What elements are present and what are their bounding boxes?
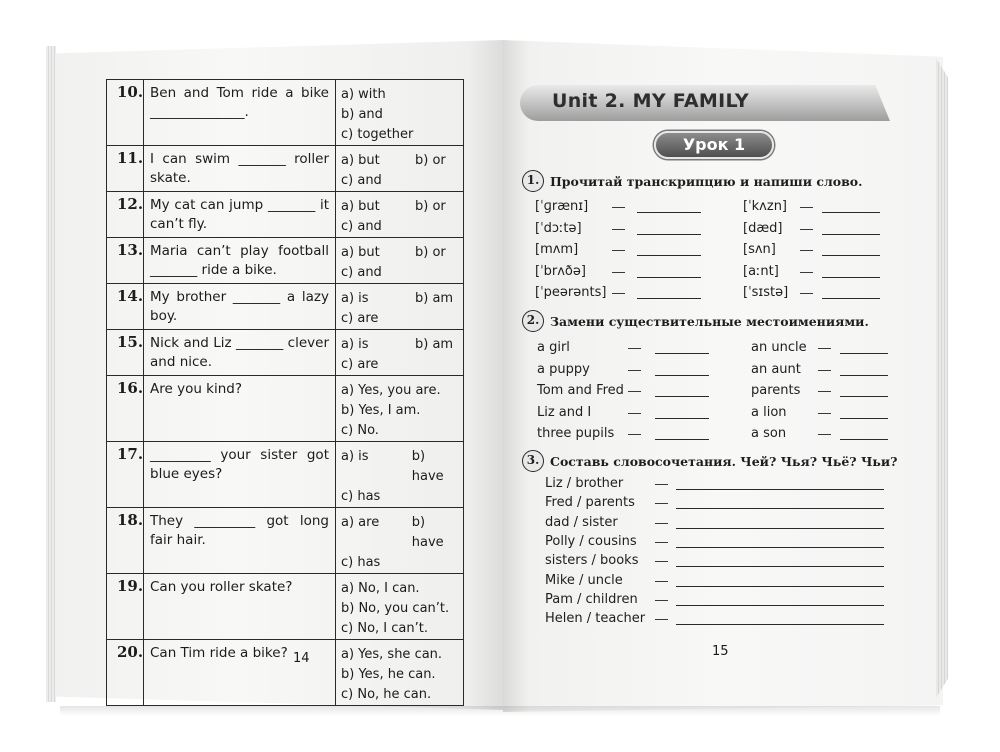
transcription: [mʌm] bbox=[535, 242, 579, 257]
answer-option: b) Yes, I am. bbox=[341, 403, 421, 418]
option-line bbox=[341, 105, 459, 125]
table-row bbox=[107, 80, 464, 146]
noun-phrase: parents bbox=[751, 383, 801, 398]
exercise-table-body bbox=[107, 80, 464, 706]
table-row bbox=[107, 330, 464, 376]
answer-option: a) but bbox=[341, 153, 380, 168]
exercise-number: 16. bbox=[107, 376, 144, 442]
noun-phrase: a puppy bbox=[537, 361, 590, 377]
dash: — bbox=[612, 199, 625, 214]
unit-title: Unit 2. MY FAMILY bbox=[552, 90, 749, 112]
exercise-options bbox=[336, 508, 464, 574]
dash: — bbox=[800, 242, 813, 257]
noun-phrase: a lion bbox=[751, 404, 787, 420]
exercise-options bbox=[336, 330, 464, 376]
exercise-table bbox=[106, 79, 464, 706]
dash: — bbox=[655, 591, 668, 607]
answer-option: b) and bbox=[341, 107, 383, 122]
option-line bbox=[341, 263, 459, 283]
exercise-question: My brother _______ a lazy boy. bbox=[144, 284, 336, 330]
answer-option: c) are bbox=[341, 311, 379, 326]
option-line bbox=[341, 171, 459, 191]
option-line bbox=[341, 125, 459, 145]
answer-option: a) are bbox=[341, 515, 380, 530]
option-line bbox=[341, 487, 459, 507]
task-1-instruction: Прочитай транскрипцию и напиши слово. bbox=[550, 173, 863, 189]
option-line bbox=[341, 335, 459, 355]
answer-blank-line[interactable] bbox=[655, 353, 709, 354]
answer-blank-line[interactable] bbox=[840, 439, 888, 440]
task-3-number: 3. bbox=[522, 450, 544, 472]
answer-option: a) is bbox=[341, 291, 369, 306]
dash: — bbox=[818, 426, 831, 441]
exercise-options bbox=[336, 376, 464, 442]
transcription: [ˈsɪstə] bbox=[743, 285, 789, 300]
dash: — bbox=[818, 404, 831, 420]
option-line bbox=[341, 553, 459, 573]
table-row bbox=[107, 508, 464, 574]
answer-option: b) or bbox=[415, 199, 446, 214]
dash: — bbox=[655, 572, 668, 588]
exercise-number: 13. bbox=[107, 238, 144, 284]
answer-option: c) No. bbox=[341, 423, 379, 438]
word-pair: dad / sister bbox=[545, 514, 618, 530]
answer-option: b) No, you can’t. bbox=[341, 601, 450, 616]
answer-option: a) is bbox=[341, 337, 369, 352]
answer-option: a) is bbox=[341, 449, 369, 464]
answer-blank-line[interactable] bbox=[655, 375, 709, 376]
table-row bbox=[107, 192, 464, 238]
exercise-question: Ben and Tom ride a bike ______________. bbox=[144, 80, 336, 146]
page-number-left: 14 bbox=[293, 651, 310, 666]
exercise-options bbox=[336, 284, 464, 330]
exercise-number: 15. bbox=[107, 330, 144, 376]
exercise-number: 14. bbox=[107, 284, 144, 330]
task-3-instruction: Составь словосочетания. Чей? Чья? Чьё? Чьи? bbox=[550, 453, 898, 469]
exercise-number: 19. bbox=[107, 574, 144, 640]
dash: — bbox=[628, 426, 641, 441]
exercise-options bbox=[336, 80, 464, 146]
option-line bbox=[341, 513, 459, 553]
word-pair: Helen / teacher bbox=[545, 611, 646, 627]
transcription: [ˈɡrænɪ] bbox=[535, 199, 589, 214]
table-row bbox=[107, 442, 464, 508]
exercise-question: My cat can jump _______ it can’t fly. bbox=[144, 192, 336, 238]
noun-phrase: a son bbox=[751, 426, 787, 441]
answer-blank-line[interactable] bbox=[676, 624, 884, 625]
exercise-question: Can you roller skate? bbox=[144, 574, 336, 640]
answer-blank-line[interactable] bbox=[840, 375, 888, 376]
option-line bbox=[341, 579, 459, 599]
answer-blank-line[interactable] bbox=[676, 586, 884, 587]
task-2-number: 2. bbox=[522, 310, 544, 332]
dash: — bbox=[800, 263, 813, 279]
option-line bbox=[341, 289, 459, 309]
exercise-number: 11. bbox=[107, 146, 144, 192]
exercise-number: 18. bbox=[107, 508, 144, 574]
dash: — bbox=[655, 514, 668, 530]
table-row bbox=[107, 146, 464, 192]
noun-phrase: an aunt bbox=[751, 361, 801, 377]
option-line bbox=[341, 665, 459, 685]
answer-blank-line[interactable] bbox=[637, 212, 701, 213]
answer-option: c) No, I can’t. bbox=[341, 621, 428, 636]
transcription: [dæd] bbox=[743, 220, 783, 236]
option-line bbox=[341, 197, 459, 217]
answer-option: c) has bbox=[341, 555, 381, 570]
dash: — bbox=[818, 383, 831, 398]
answer-option: a) but bbox=[341, 245, 380, 260]
dash: — bbox=[655, 611, 668, 627]
noun-phrase: a girl bbox=[537, 340, 570, 355]
task-3-heading bbox=[522, 450, 897, 472]
answer-option: b) or bbox=[415, 245, 446, 260]
answer-blank-line[interactable] bbox=[822, 255, 880, 256]
answer-option: a) No, I can. bbox=[341, 581, 420, 596]
answer-option: c) has bbox=[341, 489, 381, 504]
answer-option: a) but bbox=[341, 199, 380, 214]
exercise-options bbox=[336, 640, 464, 706]
answer-blank-line[interactable] bbox=[676, 528, 884, 529]
exercise-question: Are you kind? bbox=[144, 376, 336, 442]
answer-blank-line[interactable] bbox=[676, 547, 884, 548]
table-row bbox=[107, 238, 464, 284]
answer-blank-line[interactable] bbox=[840, 396, 888, 397]
word-pair: Fred / parents bbox=[545, 495, 635, 511]
table-row bbox=[107, 640, 464, 706]
answer-option: c) and bbox=[341, 219, 382, 234]
dash: — bbox=[628, 340, 641, 355]
option-line bbox=[341, 151, 459, 171]
dash: — bbox=[628, 383, 641, 398]
option-line bbox=[341, 599, 459, 619]
dash: — bbox=[800, 199, 813, 214]
exercise-options bbox=[336, 574, 464, 640]
option-line bbox=[341, 447, 459, 487]
exercise-question: _________ your sister got blue eyes? bbox=[144, 442, 336, 508]
answer-option: c) are bbox=[341, 357, 379, 372]
answer-blank-line[interactable] bbox=[840, 418, 888, 419]
dash: — bbox=[612, 220, 625, 236]
dash: — bbox=[800, 285, 813, 300]
dash: — bbox=[655, 533, 668, 549]
answer-option: b) have bbox=[411, 449, 444, 484]
word-pair: Pam / children bbox=[545, 591, 638, 607]
transcription: [sʌn] bbox=[743, 242, 776, 257]
exercise-question: I can swim _______ roller skate. bbox=[144, 146, 336, 192]
transcription: [aːnt] bbox=[743, 263, 779, 279]
exercise-options bbox=[336, 146, 464, 192]
answer-blank-line[interactable] bbox=[840, 353, 888, 354]
noun-phrase: Liz and I bbox=[537, 404, 592, 420]
word-pair: Liz / brother bbox=[545, 476, 624, 491]
answer-blank-line[interactable] bbox=[676, 508, 884, 509]
answer-blank-line[interactable] bbox=[822, 298, 880, 299]
answer-option: a) with bbox=[341, 87, 386, 102]
exercise-question: Nick and Liz _______ clever and nice. bbox=[144, 330, 336, 376]
option-line bbox=[341, 85, 459, 105]
lesson-badge: Урок 1 bbox=[654, 131, 774, 159]
dash: — bbox=[612, 263, 625, 279]
answer-blank-line[interactable] bbox=[822, 277, 880, 278]
task-2-instruction: Замени существительные местоимениями. bbox=[550, 313, 869, 329]
dash: — bbox=[612, 242, 625, 257]
dash: — bbox=[655, 476, 668, 491]
option-line bbox=[341, 243, 459, 263]
exercise-options bbox=[336, 192, 464, 238]
option-line bbox=[341, 381, 459, 401]
answer-option: a) Yes, you are. bbox=[341, 383, 441, 398]
option-line bbox=[341, 217, 459, 237]
answer-blank-line[interactable] bbox=[637, 255, 701, 256]
answer-blank-line[interactable] bbox=[822, 234, 880, 235]
page-number-right: 15 bbox=[712, 644, 729, 659]
answer-blank-line[interactable] bbox=[637, 234, 701, 235]
option-line bbox=[341, 401, 459, 421]
noun-phrase: three pupils bbox=[537, 426, 615, 441]
answer-option: c) No, he can. bbox=[341, 687, 432, 702]
right-page-edge bbox=[936, 58, 948, 698]
answer-option: c) and bbox=[341, 265, 382, 280]
exercise-number: 17. bbox=[107, 442, 144, 508]
option-line bbox=[341, 645, 459, 665]
option-line bbox=[341, 355, 459, 375]
dash: — bbox=[655, 495, 668, 511]
answer-blank-line[interactable] bbox=[676, 605, 884, 606]
exercise-number: 12. bbox=[107, 192, 144, 238]
answer-option: c) and bbox=[341, 173, 382, 188]
table-row bbox=[107, 284, 464, 330]
exercise-question: They _________ got long fair hair. bbox=[144, 508, 336, 574]
word-pair: Polly / cousins bbox=[545, 533, 637, 549]
left-page-edge bbox=[46, 46, 56, 702]
dash: — bbox=[612, 285, 625, 300]
transcription: [ˈpeərənts] bbox=[535, 285, 607, 300]
answer-option: c) together bbox=[341, 127, 414, 142]
option-line bbox=[341, 685, 459, 705]
answer-option: b) Yes, he can. bbox=[341, 667, 436, 682]
word-pair: sisters / books bbox=[545, 553, 639, 569]
task-1-heading bbox=[522, 170, 862, 192]
answer-blank-line[interactable] bbox=[655, 439, 709, 440]
exercise-options bbox=[336, 238, 464, 284]
noun-phrase: an uncle bbox=[751, 340, 807, 355]
answer-option: a) Yes, she can. bbox=[341, 647, 443, 662]
answer-blank-line[interactable] bbox=[637, 277, 701, 278]
dash: — bbox=[628, 361, 641, 377]
task-2-heading bbox=[522, 310, 869, 332]
table-row bbox=[107, 376, 464, 442]
answer-blank-line[interactable] bbox=[655, 396, 709, 397]
dash: — bbox=[628, 404, 641, 420]
task-1-number: 1. bbox=[522, 170, 544, 192]
word-pair: Mike / uncle bbox=[545, 572, 623, 588]
transcription: [ˈdɔːtə] bbox=[535, 220, 582, 236]
answer-blank-line[interactable] bbox=[637, 298, 701, 299]
answer-option: b) or bbox=[415, 153, 446, 168]
exercise-question: Maria can’t play football _______ ride a bike. bbox=[144, 238, 336, 284]
option-line bbox=[341, 421, 459, 441]
table-row bbox=[107, 574, 464, 640]
answer-blank-line[interactable] bbox=[676, 566, 884, 567]
answer-blank-line[interactable] bbox=[822, 212, 880, 213]
exercise-options bbox=[336, 442, 464, 508]
noun-phrase: Tom and Fred bbox=[537, 383, 624, 398]
transcription: [ˈbrʌðə] bbox=[535, 263, 586, 279]
transcription: [ˈkʌzn] bbox=[743, 199, 788, 214]
answer-blank-line[interactable] bbox=[676, 489, 884, 490]
option-line bbox=[341, 619, 459, 639]
dash: — bbox=[818, 340, 831, 355]
answer-blank-line[interactable] bbox=[655, 418, 709, 419]
option-line bbox=[341, 309, 459, 329]
dash: — bbox=[655, 553, 668, 569]
answer-option: b) have bbox=[411, 515, 444, 550]
exercise-question: Can Tim ride a bike? bbox=[144, 640, 336, 706]
answer-option: b) am bbox=[415, 337, 454, 352]
dash: — bbox=[818, 361, 831, 377]
exercise-number: 10. bbox=[107, 80, 144, 146]
dash: — bbox=[800, 220, 813, 236]
answer-option: b) am bbox=[415, 291, 454, 306]
exercise-number: 20. bbox=[107, 640, 144, 706]
book-shadow bbox=[60, 706, 940, 716]
